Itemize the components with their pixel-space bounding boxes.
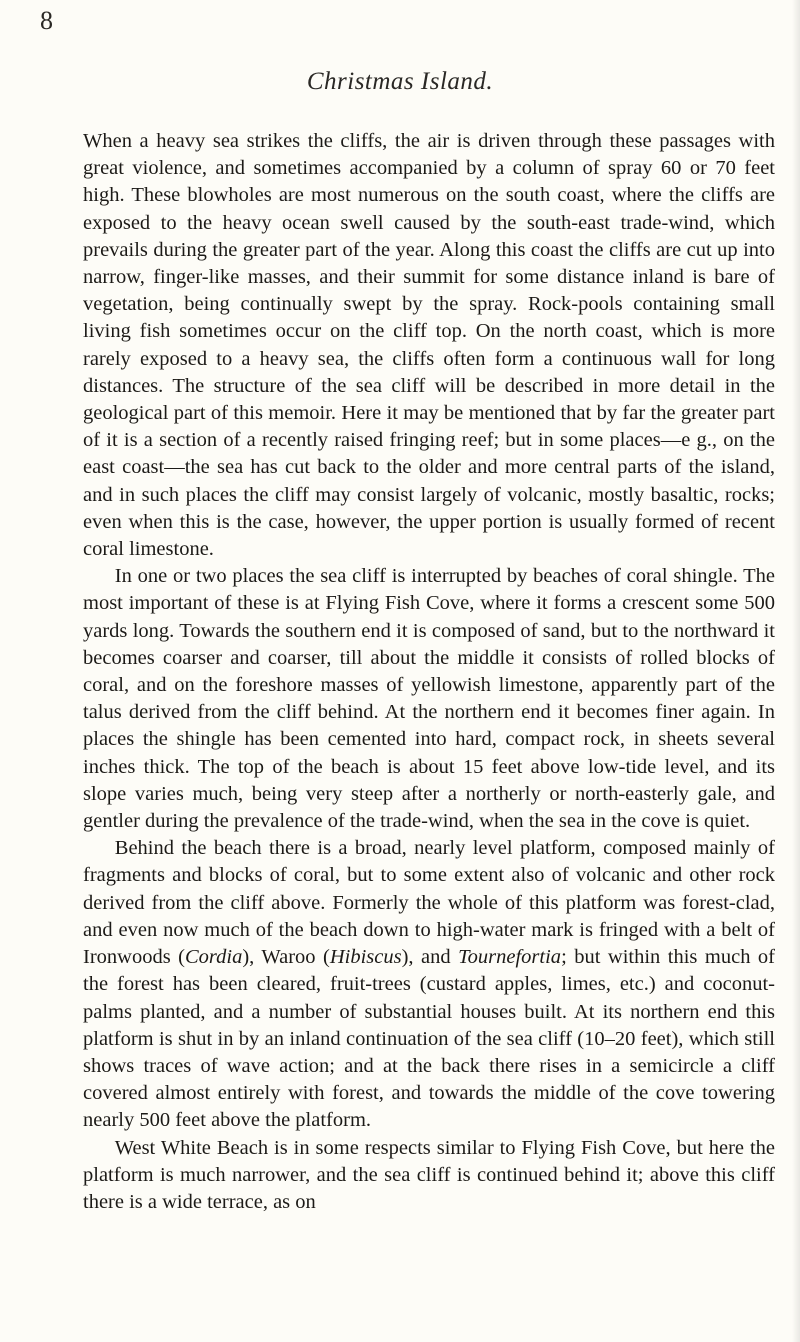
genus-cordia: Cordia — [185, 946, 243, 969]
paragraph-blowholes: When a heavy sea strikes the cliffs, the air is driven through these passages with great violence, and sometimes accompanied by a column of spray 60 or 70 feet high. These blowholes are most numerous on the south coast, where the cliffs are exposed to the heavy ocean swell caused by the south-east trade-wind, which prevails during the greater part of the year. Along this coast the cliffs are cut up into narrow, finger-like masses, and their summit for some distance inland is bare of vegetation, being continually swept by the spray. Rock-pools containing small living fish sometimes occur on the cliff top. On the north coast, which is more rarely exposed to a heavy sea, the cliffs often form a continuous wall for long distances. The structure of the sea cliff will be described in more detail in the geological part of this memoir. Here it may be mentioned that by far the greater part of it is a section of a recently raised fringing reef; but in some places—e g., on the east coast—the sea has cut back to the older and more central parts of the island, and in such places the cliff may consist largely of volcanic, mostly basaltic, rocks; even when this is the case, however, the upper portion is usually formed of recent coral limestone. — [83, 130, 775, 561]
running-title: Christmas Island. — [306, 68, 494, 95]
body-text — [83, 128, 775, 1216]
platform-text-part-1: Behind the beach there is a broad, nearly level platform, composed mainly of fragments and blocks of coral, but to some extent also of volcanic and other rock derived from the cliff above. Formerly the whole of this platform was forest-clad, and even now much of the beach down to high-water mark is fringed with a belt of Ironwoods ( — [83, 837, 775, 969]
platform-text-part-2: ), Waroo ( — [242, 946, 330, 969]
genus-tournefortia: Tournefortia — [458, 946, 562, 969]
platform-text-part-3: ), and — [401, 946, 459, 969]
paragraph-platform — [83, 835, 775, 1134]
paragraph-shingle-beaches: In one or two places the sea cliff is interrupted by beaches of coral shingle. The most important of these is at Flying Fish Cove, where it forms a crescent some 500 yards long. Towards the southern end it is composed of sand, but to the northward it becomes coarser and coarser, till about the middle it consists of rolled blocks of coral, and on the foreshore masses of yellowish limestone, apparently part of the talus derived from the cliff behind. At the northern end it becomes finer again. In places the shingle has been cemented into hard, compact rock, in sheets several inches thick. The top of the beach is about 15 feet above low-tide level, and its slope varies much, being very steep after a northerly or north-easterly gale, and gentler during the prevalence of the trade-wind, when the sea in the cove is quiet. — [83, 565, 775, 833]
genus-hibiscus: Hibiscus — [329, 946, 402, 969]
paragraph-west-white-beach: West White Beach is in some respects similar to Flying Fish Cove, but here the platform is much narrower, and the sea cliff is continued behind it; above this cliff there is a wide terrace, as on — [83, 1136, 775, 1213]
page-number: 8 — [40, 6, 53, 35]
platform-text-part-4: ; but within this much of the forest has been cleared, fruit-trees (custard apples, limes, etc.) and coconut-palms planted, and a number of substantial houses built. At its northern end this platform is shut in by an inland continuation of the sea cliff (10–20 feet), which still shows traces of wave action; and at the back there rises in a semicircle a cliff covered almost entirely with forest, and towards the middle of the cove towering nearly 500 feet above the platform. — [83, 946, 775, 1132]
page-edge-shadow — [792, 0, 800, 1342]
